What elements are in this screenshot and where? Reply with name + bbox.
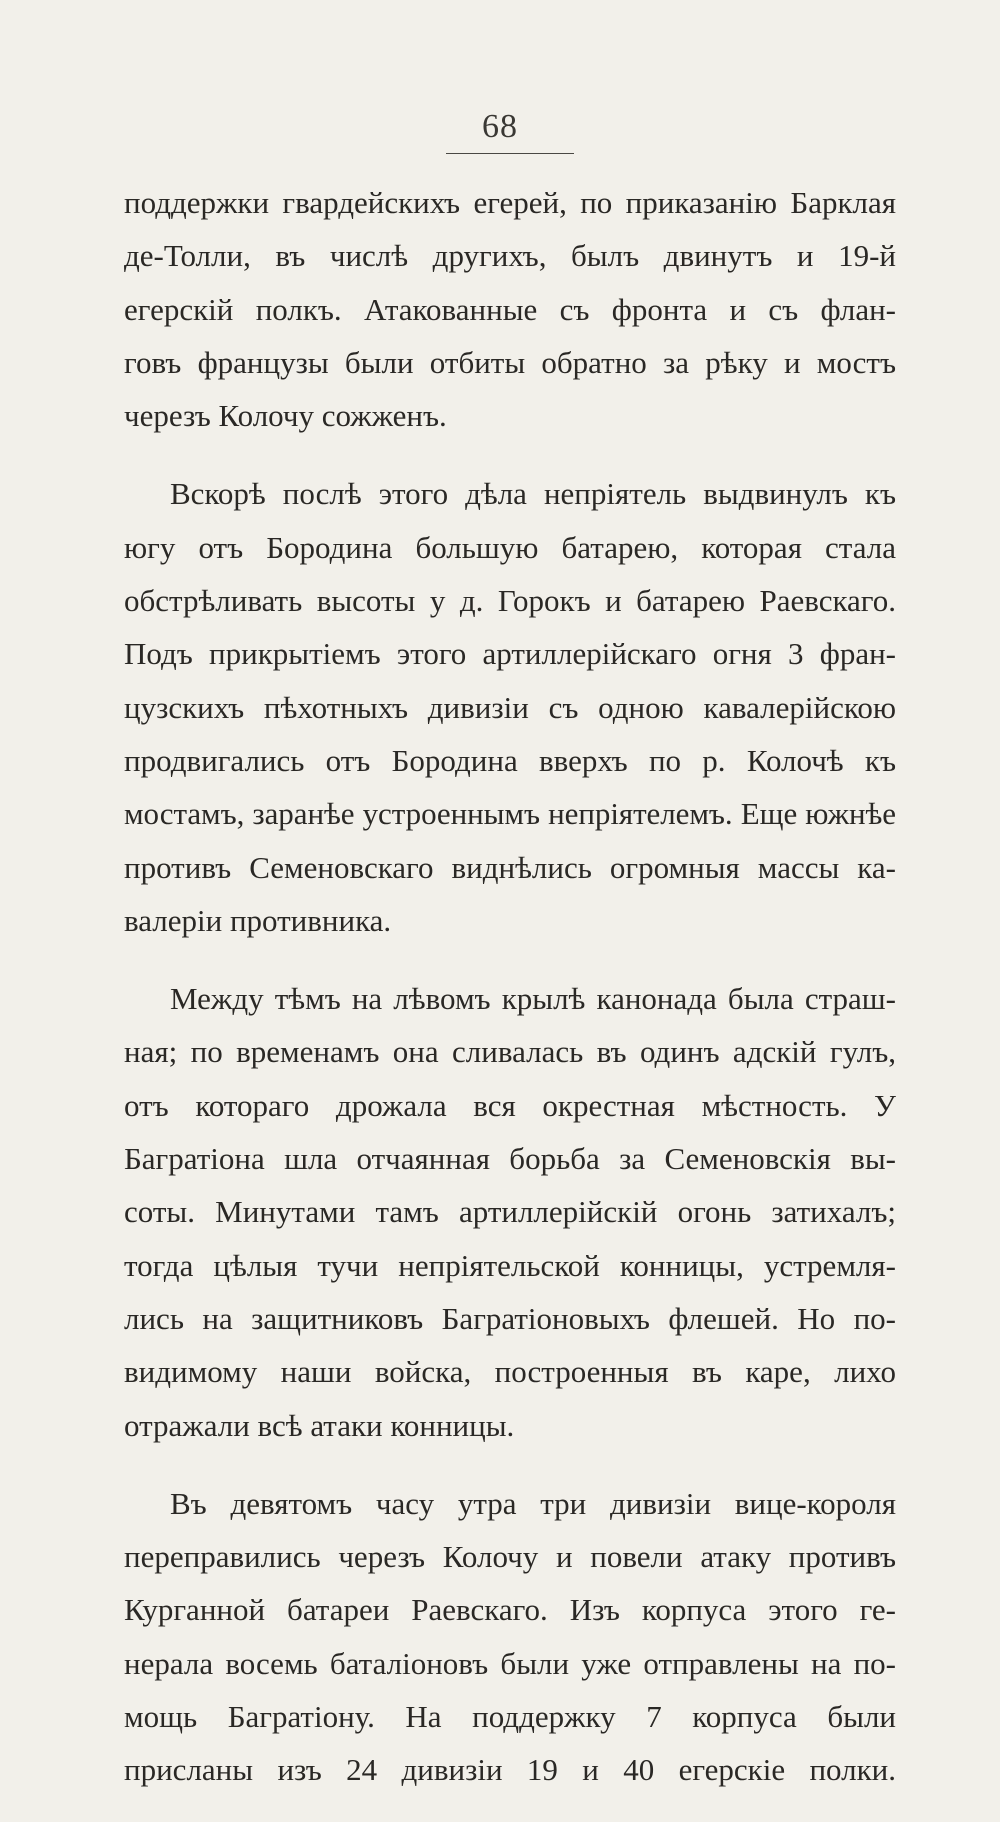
text-line: видимому наши войска, построенныя въ каре, лихо (124, 1354, 896, 1390)
paragraph-1 (124, 176, 896, 442)
text-line: мощь Багратіону. На поддержку 7 корпуса были (124, 1699, 896, 1735)
text-line: валеріи противника. (124, 902, 392, 938)
text-line: поддержки гвардейскихъ егерей, по приказанію Барклая (124, 185, 896, 220)
paragraph-4 (124, 1477, 896, 1797)
text-line: цузскихъ пѣхотныхъ дивизіи съ одною кавалерійскою (124, 689, 896, 725)
text-line: говъ французы были отбиты обратно за рѣку и мостъ (124, 344, 896, 380)
body-text (124, 176, 896, 1822)
text-line: егерскій полкъ. Атакованные съ фронта и съ флан- (124, 291, 896, 327)
text-line: нерала восемь баталіоновъ были уже отправлены на по- (124, 1645, 896, 1681)
text-line: тогда цѣлыя тучи непріятельской конницы, устремля- (124, 1247, 896, 1283)
text-line: продвигались отъ Бородина вверхъ по р. Колочѣ къ (124, 742, 896, 778)
paragraph-2 (124, 467, 896, 947)
text-line: отражали всѣ атаки конницы. (124, 1407, 515, 1443)
text-line: Въ девятомъ часу утра три дивизіи вице-короля (170, 1485, 896, 1521)
text-line: отъ котораго дрожала вся окрестная мѣстность. У (124, 1087, 896, 1123)
header-rule (446, 153, 574, 154)
text-line: черезъ Колочу сожженъ. (124, 398, 447, 434)
text-line: лись на защитниковъ Багратіоновыхъ флешей. Но по- (124, 1300, 896, 1336)
text-line: противъ Семеновскаго виднѣлись огромныя массы ка- (124, 849, 896, 885)
text-line: мостамъ, заранѣе устроеннымъ непріятелемъ. Еще южнѣе (124, 796, 896, 832)
text-line: Багратіона шла отчаянная борьба за Семеновскія вы- (124, 1141, 896, 1177)
text-line: Курганной батареи Раевскаго. Изъ корпуса этого ге- (124, 1592, 896, 1628)
paragraph-3 (124, 972, 896, 1452)
text-line: де-Толли, въ числѣ другихъ, былъ двинутъ и 19-й (124, 238, 896, 274)
text-line: ная; по временамъ она сливалась въ одинъ адскій гулъ, (124, 1034, 896, 1070)
text-line: Подъ прикрытіемъ этого артиллерійскаго огня 3 фран- (124, 636, 896, 672)
text-line: югу отъ Бородина большую батарею, которая стала (124, 529, 896, 565)
text-line: соты. Минутами тамъ артиллерійскій огонь затихалъ; (124, 1194, 896, 1230)
page-number: 68 (482, 108, 518, 145)
text-line: переправились черезъ Колочу и повели атаку противъ (124, 1539, 896, 1575)
text-line: Между тѣмъ на лѣвомъ крылѣ канонада была страш- (170, 981, 896, 1017)
text-line: Вскорѣ послѣ этого дѣла непріятель выдвинулъ къ (170, 476, 896, 512)
text-line: присланы изъ 24 дивизіи 19 и 40 егерскіе полки. (124, 1752, 896, 1788)
text-line: обстрѣливать высоты у д. Горокъ и батарею Раевскаго. (124, 583, 896, 619)
